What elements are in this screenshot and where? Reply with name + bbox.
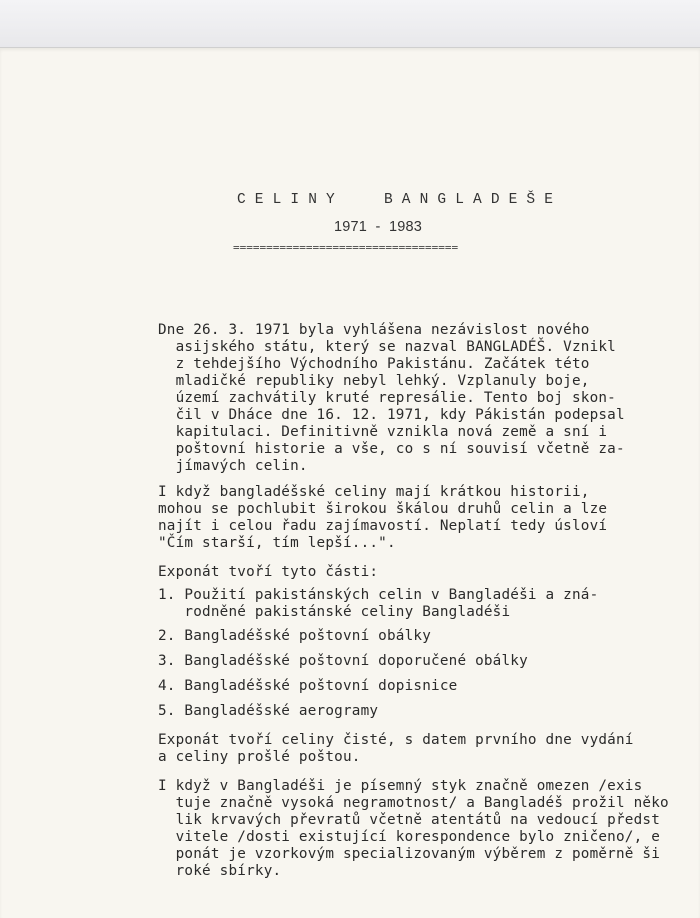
title-banglades: B A N G L A D E Š E [384,192,554,208]
exhibit-part-2: 2. Bangladéšské poštovní obálky [158,628,432,644]
exhibit-part-5: 5. Bangladéšské aerogramy [158,703,379,719]
exhibit-part-3: 3. Bangladéšské poštovní doporučené obálky [158,653,528,669]
title-years: 1971 - 1983 [334,219,423,235]
exhibit-part-4: 4. Bangladéšské poštovní dopisnice [158,678,458,694]
exhibit-parts-heading: Exponát tvoří tyto části: [158,564,379,580]
paragraph-short-history: I když bangladéšské celiny mají krátkou historii, mohou se pochlubit širokou škálou druhů celin a lze najít i celou řadu zajímavostí. Neplatí tedy úsloví "Čím starší, tím lepší...". [158,484,608,551]
paragraph-exhibit-content: Exponát tvoří celiny čisté, s datem prvního dne vydání a celiny prošlé poštou. [158,732,634,765]
typewritten-page [0,48,700,918]
title-underline: ================================== [233,241,459,254]
title-celiny: C E L I N Y [237,192,335,208]
paragraph-correspondence: I když v Bangladéši je písemný styk značně omezen /exis tuje značně vysoká negramotnost/ a Bangladéš prožil něko lik krvavých převratů včetně atentátů na vedoucí předst vitele /dosti existující korespondence bylo zničeno/, e ponát je vzorkovým specializovaným výběrem z poměrně ši roké sbírky. [158,778,669,879]
exhibit-part-1: 1. Použití pakistánských celin v Bangladéši a zná- rodněné pakistánské celiny Bangladéši [158,587,599,620]
scanner-background [0,0,700,52]
paragraph-independence: Dne 26. 3. 1971 byla vyhlášena nezávislost nového asijského státu, který se nazval BANGLADÉŠ. Vznikl z tehdejšího Východního Pakistánu. Začátek této mladičké republiky nebyl lehký. Vzplanuly boje, území zachvátily kruté represálie. Tento boj skon- čil v Dháce dne 16. 12. 1971, kdy Pákistán podepsal kapitulaci. Definitivně vznikla nová země a sní i poštovní historie a vše, co s ní souvisí včetně za- jímavých celin. [158,322,625,474]
